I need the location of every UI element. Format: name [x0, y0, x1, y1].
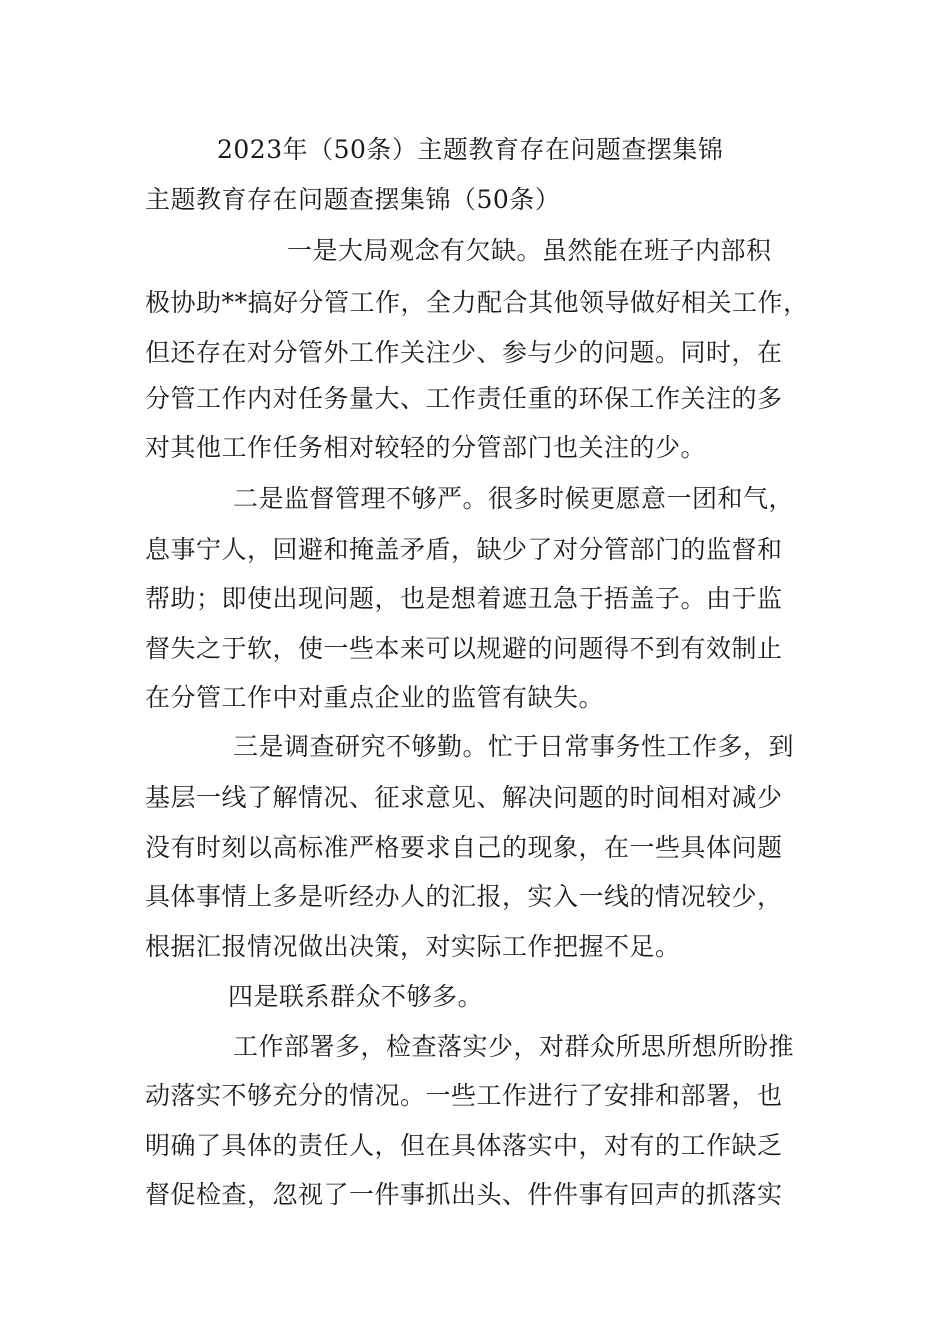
- document-subtitle: 主题教育存在问题查摆集锦（50条）: [145, 185, 561, 214]
- paragraph-1-line-5: 对其他工作任务相对较轻的分管部门也关注的少。: [145, 433, 707, 462]
- paragraph-4-line-1: 四是联系群众不够多。: [228, 982, 484, 1011]
- paragraph-2-line-3: 帮助；即使出现问题，也是想着遮丑急于捂盖子。由于监: [145, 584, 783, 613]
- paragraph-1-line-3: 但还存在对分管外工作关注少、参与少的问题。同时，在: [145, 338, 783, 367]
- paragraph-5-line-3: 明确了具体的责任人，但在具体落实中，对有的工作缺乏: [145, 1131, 783, 1160]
- paragraph-5-line-4: 督促检查，忽视了一件事抓出头、件件事有回声的抓落实: [145, 1180, 783, 1209]
- paragraph-2-line-2: 息事宁人，回避和掩盖矛盾，缺少了对分管部门的监督和: [145, 535, 783, 564]
- paragraph-3-line-5: 根据汇报情况做出决策，对实际工作把握不足。: [145, 932, 681, 961]
- document-title: 2023年（50条）主题教育存在问题查摆集锦: [217, 135, 724, 164]
- paragraph-1-line-2: 极协助**搞好分管工作，全力配合其他领导做好相关工作，: [145, 288, 809, 317]
- paragraph-3-line-1: 三是调查研究不够勤。忙于日常事务性工作多，到: [233, 732, 795, 761]
- paragraph-3-line-2: 基层一线了解情况、征求意见、解决问题的时间相对减少: [145, 783, 783, 812]
- paragraph-5-line-1: 工作部署多，检查落实少，对群众所思所想所盼推: [233, 1032, 795, 1061]
- paragraph-5-line-2: 动落实不够充分的情况。一些工作进行了安排和部署，也: [145, 1081, 783, 1110]
- paragraph-2-line-4: 督失之于软，使一些本来可以规避的问题得不到有效制止: [145, 634, 783, 663]
- paragraph-1-line-1: 一是大局观念有欠缺。虽然能在班子内部积: [287, 236, 772, 265]
- paragraph-1-line-4: 分管工作内对任务量大、工作责任重的环保工作关注的多: [145, 384, 783, 413]
- paragraph-2-line-1: 二是监督管理不够严。很多时候更愿意一团和气，: [233, 484, 795, 513]
- paragraph-3-line-3: 没有时刻以高标准严格要求自己的现象，在一些具体问题: [145, 833, 783, 862]
- paragraph-3-line-4: 具体事情上多是听经办人的汇报，实入一线的情况较少，: [145, 882, 783, 911]
- paragraph-2-line-5: 在分管工作中对重点企业的监管有缺失。: [145, 683, 605, 712]
